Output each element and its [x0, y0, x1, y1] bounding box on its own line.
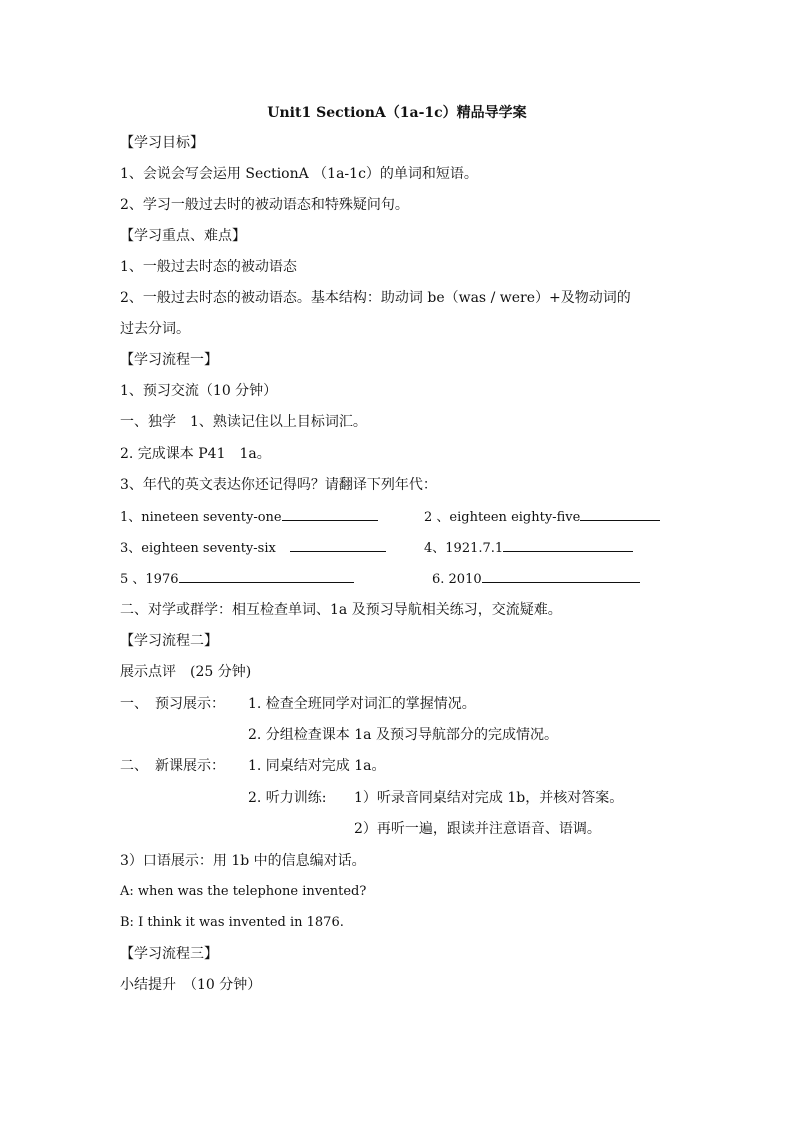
- answer-blank-5[interactable]: [179, 568, 354, 583]
- translate-instruction: 3、年代的英文表达你还记得吗？请翻译下列年代：: [120, 477, 437, 493]
- exercise-5-label: 5 、1976: [120, 572, 179, 587]
- exercise-1: [120, 506, 378, 528]
- answer-blank-6[interactable]: [482, 568, 640, 583]
- preview-display-label: 一、 预习展示：: [120, 696, 225, 712]
- document-title: Unit1 SectionA（1a-1c）精品导学案: [267, 105, 527, 121]
- dialogue-line-b: B: I think it was invented in 1876.: [120, 915, 344, 930]
- key-point-1: 1、一般过去时态的被动语态: [120, 259, 297, 275]
- pair-work-line: 二、对学或群学：相互检查单词、1a 及预习导航相关练习，交流疑难。: [120, 602, 562, 618]
- goal-item-1: 1、会说会写会运用 SectionA （1a-1c）的单词和短语。: [120, 166, 478, 182]
- new-lesson-item-2: 2. 听力训练:: [248, 790, 327, 806]
- exercise-6: [432, 568, 640, 590]
- preview-exchange: 1、预习交流（10 分钟）: [120, 383, 278, 399]
- goals-heading: 【学习目标】: [120, 135, 204, 151]
- presentation-subheading: 展示点评 (25 分钟): [120, 664, 252, 680]
- preview-item-1: 1. 检查全班同学对词汇的掌握情况。: [248, 696, 476, 712]
- exercise-2-label: 2 、eighteen eighty-five: [424, 510, 581, 525]
- key-points-heading: 【学习重点、难点】: [120, 228, 246, 244]
- preview-item-2: 2. 分组检查课本 1a 及预习导航部分的完成情况。: [248, 727, 558, 743]
- dialogue-line-a: A: when was the telephone invented?: [120, 884, 367, 899]
- exercise-3: [120, 537, 386, 559]
- answer-blank-1[interactable]: [282, 506, 378, 521]
- key-point-2-cont: 过去分词。: [120, 321, 190, 337]
- exercise-4-label: 4、1921.7.1: [424, 541, 504, 556]
- answer-blank-2[interactable]: [580, 506, 660, 521]
- listening-step-2: 2）再听一遍，跟读并注意语音、语调。: [354, 821, 601, 837]
- process3-heading: 【学习流程三】: [120, 946, 218, 962]
- exercise-4: [424, 537, 633, 559]
- exercise-3-label: 3、eighteen seventy-six: [120, 541, 276, 556]
- self-study-line: 一、独学 1、熟读记住以上目标词汇。: [120, 414, 367, 430]
- exercise-1-label: 1、nineteen seventy-one: [120, 510, 282, 525]
- summary-subheading: 小结提升 （10 分钟）: [120, 977, 262, 993]
- process1-heading: 【学习流程一】: [120, 352, 218, 368]
- answer-blank-4[interactable]: [503, 537, 633, 552]
- answer-blank-3[interactable]: [290, 537, 386, 552]
- exercise-6-label: 6. 2010: [432, 572, 482, 587]
- exercise-2: [424, 506, 660, 528]
- new-lesson-label: 二、 新课展示：: [120, 758, 225, 774]
- listening-step-1: 1）听录音同桌结对完成 1b，并核对答案。: [354, 790, 624, 806]
- key-point-2: 2、一般过去时态的被动语态。基本结构：助动词 be（was / were）+及物动词的: [120, 290, 631, 306]
- oral-display-line: 3）口语展示：用 1b 中的信息编对话。: [120, 853, 366, 869]
- new-lesson-item-1: 1. 同桌结对完成 1a。: [248, 758, 386, 774]
- goal-item-2: 2、学习一般过去时的被动语态和特殊疑问句。: [120, 197, 409, 213]
- textbook-task-line: 2. 完成课本 P41 1a。: [120, 446, 271, 462]
- process2-heading: 【学习流程二】: [120, 633, 218, 649]
- exercise-5: [120, 568, 354, 590]
